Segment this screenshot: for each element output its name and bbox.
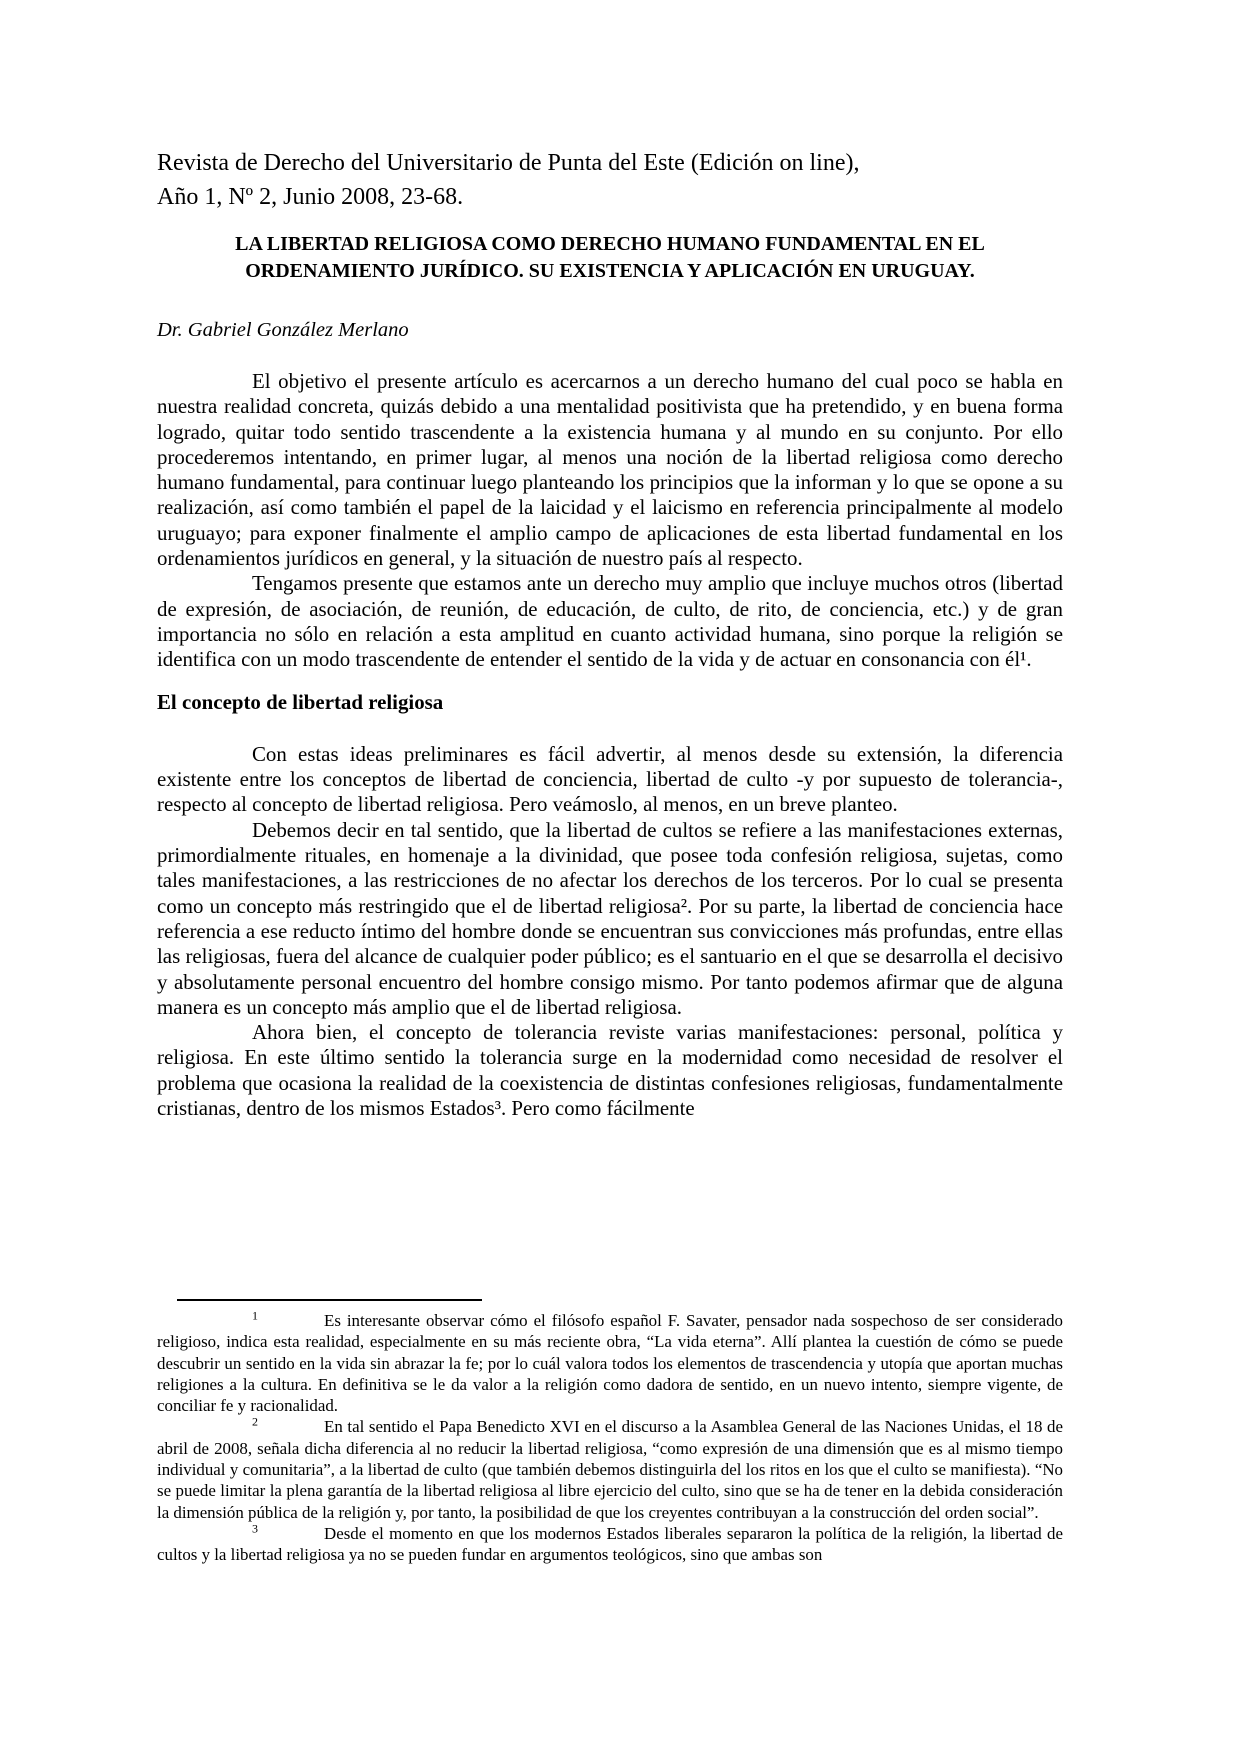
- section-heading: El concepto de libertad religiosa: [157, 689, 444, 714]
- footnotes-section: [157, 1299, 1063, 1566]
- article-title-line-2: ORDENAMIENTO JURÍDICO. SU EXISTENCIA Y APLICACIÓN EN URUGUAY.: [245, 260, 975, 282]
- intro-paragraph-1: El objetivo el presente artículo es acercarnos a un derecho humano del cual poco se habla en nuestra realidad concreta, quizás debido a una mentalidad positivista que ha pretendido, y en buena forma logrado, quitar todo sentido trascendente a la existencia humana y al mundo en su conjunto. Por ello procederemos intentando, en primer lugar, al menos una noción de la libertad religiosa como derecho humano fundamental, para continuar luego planteando los principios que la informan y lo que se opone a su realización, así como también el papel de la laicidad y el laicismo en referencia principalmente al modelo uruguayo; para exponer finalmente el amplio campo de aplicaciones de esta libertad fundamental en los ordenamientos jurídicos en general, y la situación de nuestro país al respecto.: [157, 369, 1063, 571]
- journal-header-line-1: Revista de Derecho del Universitario de Punta del Este (Edición on line),: [157, 150, 860, 176]
- footnote-2-text: En tal sentido el Papa Benedicto XVI en el discurso a la Asamblea General de las Naciones Unidas, el 18 de abril de 2008, señala dicha diferencia al no reducir la libertad religiosa, “como expresión de una dimensión que es al mismo tiempo individual y comunitaria”, a la libertad de culto (que también debemos distinguirla del los ritos en los que el culto se manifiesta). “No se puede limitar la plena garantía de la libertad religiosa al libre ejercicio del culto, sino que se ha de tener en la debida consideración la dimensión pública de la religión y, por tanto, la posibilidad de que los creyentes contribuyan a la construcción del orden social”.: [157, 1417, 1063, 1522]
- footnote-3: [157, 1523, 1063, 1566]
- article-body: [157, 369, 1063, 1121]
- footnote-2: [157, 1416, 1063, 1522]
- footnote-3-text: Desde el momento en que los modernos Estados liberales separaron la política de la religión, la libertad de cultos y la libertad religiosa ya no se pueden fundar en argumentos teológicos, sino que ambas son: [157, 1523, 1063, 1565]
- footnote-1-text: Es interesante observar cómo el filósofo español F. Savater, pensador nada sospechoso de ser considerado religioso, indica esta realidad, especialmente en su más reciente obra, “La vida eterna”. Allí plantea la cuestión de cómo se puede descubrir un sentido en la vida sin abrazar la fe; por lo cuál valora todos los elementos de trascendencia y utopía que aportan muchas religiones a la cultura. En definitiva se le da valor a la religión como dadora de sentido, en un nuevo intento, siempre vigente, de conciliar fe y racionalidad.: [157, 1311, 1063, 1416]
- article-title: [157, 231, 1063, 285]
- section-paragraph-3: Ahora bien, el concepto de tolerancia reviste varias manifestaciones: personal, política y religiosa. En este último sentido la tolerancia surge en la modernidad como necesidad de resolver el problema que ocasiona la realidad de la coexistencia de distintas confesiones religiosas, fundamentalmente cristianas, dentro de los mismos Estados³. Pero como fácilmente: [157, 1020, 1063, 1121]
- footnote-2-marker: 2: [252, 1414, 258, 1429]
- intro-paragraph-2: Tengamos presente que estamos ante un derecho muy amplio que incluye muchos otros (libertad de expresión, de asociación, de reunión, de educación, de culto, de rito, de conciencia, etc.) y de gran importancia no sólo en relación a esta amplitud en cuanto actividad humana, sino porque la religión se identifica con un modo trascendente de entender el sentido de la vida y de actuar en consonancia con él¹.: [157, 571, 1063, 672]
- footnote-1: [157, 1310, 1063, 1416]
- article-title-line-1: LA LIBERTAD RELIGIOSA COMO DERECHO HUMANO FUNDAMENTAL EN EL: [235, 233, 985, 255]
- footnote-1-marker: 1: [252, 1308, 258, 1323]
- author-name: Dr. Gabriel González Merlano: [157, 319, 409, 341]
- footnote-3-marker: 3: [252, 1521, 258, 1536]
- section-paragraph-2: Debemos decir en tal sentido, que la libertad de cultos se refiere a las manifestaciones externas, primordialmente rituales, en homenaje a la divinidad, que posee toda confesión religiosa, sujetas, como tales manifestaciones, a las restricciones de no afectar los derechos de los terceros. Por lo cual se presenta como un concepto más restringido que el de libertad religiosa². Por su parte, la libertad de conciencia hace referencia a ese reducto íntimo del hombre donde se encuentran sus convicciones más profundas, entre ellas las religiosas, fuera del alcance de cualquier poder público; es el santuario en el que se desarrolla el decisivo y absolutamente personal encuentro del hombre consigo mismo. Por tanto podemos afirmar que de alguna manera es un concepto más amplio que el de libertad religiosa.: [157, 817, 1063, 1019]
- footnote-separator-rule: [177, 1299, 482, 1301]
- section-paragraph-1: Con estas ideas preliminares es fácil advertir, al menos desde su extensión, la diferencia existente entre los conceptos de libertad de conciencia, libertad de culto -y por supuesto de tolerancia-, respecto al concepto de libertad religiosa. Pero veámoslo, al menos, en un breve planteo.: [157, 741, 1063, 817]
- journal-header: [157, 147, 1063, 214]
- journal-header-line-2: Año 1, Nº 2, Junio 2008, 23-68.: [157, 183, 464, 210]
